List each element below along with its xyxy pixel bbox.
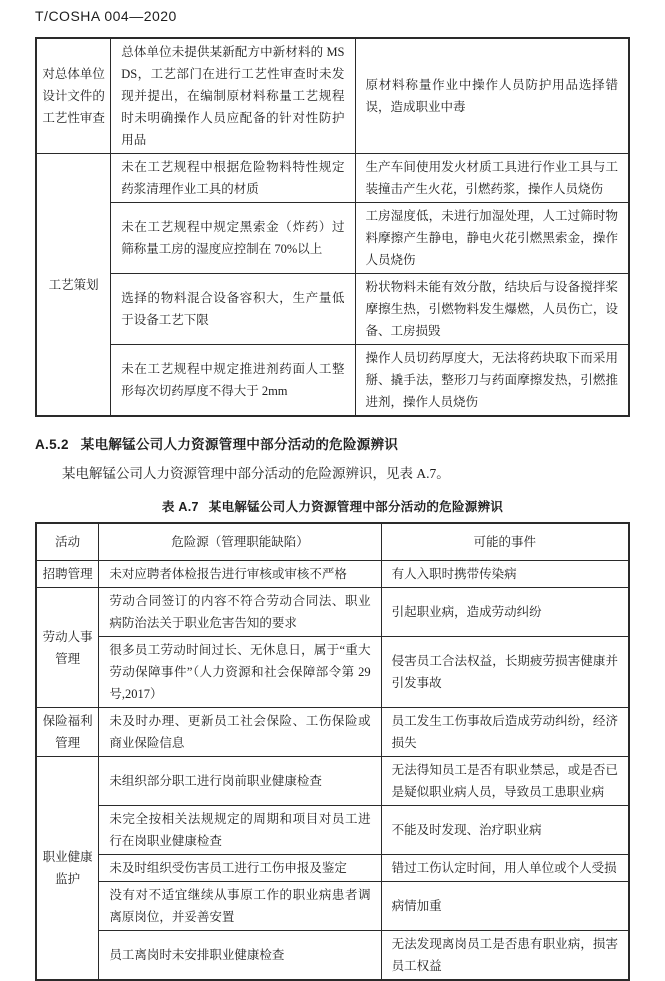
table-row [36,561,629,588]
table-header-row [36,523,629,561]
column-header: 活动 [36,523,99,561]
table-a7-caption-label: 表 A.7 [161,500,199,514]
row-header-cell: 职业健康监护 [36,757,99,981]
data-cell: 操作人员切药厚度大，无法将药块取下而采用掰、撬手法，整形刀与药面摩擦发热，引燃推进剂，操作人员烧伤 [355,345,629,417]
section-paragraph: 某电解锰公司人力资源管理中部分活动的危险源辨识，见表 A.7。 [62,466,450,481]
data-cell: 劳动合同签订的内容不符合劳动合同法、职业病防治法关于职业危害告知的要求 [99,588,381,637]
table-row [36,588,629,637]
data-cell: 员工发生工伤事故后造成劳动纠纷，经济损失 [381,708,629,757]
table-row [36,806,629,855]
column-header: 危险源（管理职能缺陷） [99,523,381,561]
table-row [36,274,629,345]
data-cell: 不能及时发现、治疗职业病 [381,806,629,855]
table-row [36,154,629,203]
column-header: 可能的事件 [381,523,629,561]
data-cell: 工房湿度低，未进行加湿处理，人工过筛时物料摩擦产生静电，静电火花引燃黑索金，操作人员烧伤 [355,203,629,274]
data-cell: 未在工艺规程中规定黑索金（炸药）过筛称量工房的湿度应控制在 70%以上 [111,203,355,274]
data-cell: 未在工艺规程中规定推进剂药面人工整形每次切药厚度不得大于 2mm [111,345,355,417]
table-row [36,38,629,154]
table-a7-caption-title: 某电解锰公司人力资源管理中部分活动的危险源辨识 [208,500,504,514]
data-cell: 未完全按相关法规规定的周期和项目对员工进行在岗职业健康检查 [99,806,381,855]
data-cell: 粉状物料未能有效分散，结块后与设备搅拌桨摩擦生热，引燃物料发生爆燃，人员伤亡，设备、工房损毁 [355,274,629,345]
data-cell: 有人入职时携带传染病 [381,561,629,588]
table-row [36,203,629,274]
data-cell: 无法发现离岗员工是否患有职业病，损害员工权益 [381,931,629,981]
row-header-cell: 保险福利管理 [36,708,99,757]
data-cell: 病情加重 [381,882,629,931]
section-heading-title: 某电解锰公司人力资源管理中部分活动的危险源辨识 [80,437,399,452]
doc-number: T/COSHA 004—2020 [35,8,177,24]
data-cell: 总体单位未提供某新配方中新材料的 MSDS，工艺部门在进行工艺性审查时未发现并提出，在编制原材料称量工艺规程时未明确操作人员应配备的针对性防护用品 [111,38,355,154]
table-row [36,708,629,757]
row-header-cell: 对总体单位设计文件的工艺性审查 [36,38,111,154]
table-a6-process-planning [35,37,630,417]
section-heading [35,433,630,453]
row-header-cell: 招聘管理 [36,561,99,588]
data-cell: 无法得知员工是否有职业禁忌，或是否已是疑似职业病人员，导致员工患职业病 [381,757,629,806]
data-cell: 未组织部分职工进行岗前职业健康检查 [99,757,381,806]
data-cell: 侵害员工合法权益，长期疲劳损害健康并引发事故 [381,637,629,708]
data-cell: 员工离岗时未安排职业健康检查 [99,931,381,981]
data-cell: 生产车间使用发火材质工具进行作业工具与工装撞击产生火花，引燃药浆，操作人员烧伤 [355,154,629,203]
section-heading-number: A.5.2 [35,437,69,452]
row-header-cell: 劳动人事管理 [36,588,99,708]
data-cell: 选择的物料混合设备容积大，生产量低于设备工艺下限 [111,274,355,345]
table-row [36,931,629,981]
data-cell: 没有对不适宜继续从事原工作的职业病患者调离原岗位，并妥善安置 [99,882,381,931]
data-cell: 未对应聘者体检报告进行审核或审核不严格 [99,561,381,588]
data-cell: 错过工伤认定时间，用人单位或个人受损 [381,855,629,882]
table-a7-caption [35,497,630,515]
table-row [36,345,629,417]
table-row [36,757,629,806]
data-cell: 未在工艺规程中根据危险物料特性规定药浆清理作业工具的材质 [111,154,355,203]
data-cell: 原材料称量作业中操作人员防护用品选择错误，造成职业中毒 [355,38,629,154]
table-row [36,637,629,708]
data-cell: 未及时办理、更新员工社会保险、工伤保险或商业保险信息 [99,708,381,757]
data-cell: 很多员工劳动时间过长、无休息日，属于“重大劳动保障事件”（人力资源和社会保障部令第 29 号,2017） [99,637,381,708]
data-cell: 未及时组织受伤害员工进行工伤申报及鉴定 [99,855,381,882]
table-row [36,855,629,882]
data-cell: 引起职业病，造成劳动纠纷 [381,588,629,637]
table-row [36,882,629,931]
table-a7-hr-hazards [35,522,630,981]
row-header-cell: 工艺策划 [36,154,111,417]
